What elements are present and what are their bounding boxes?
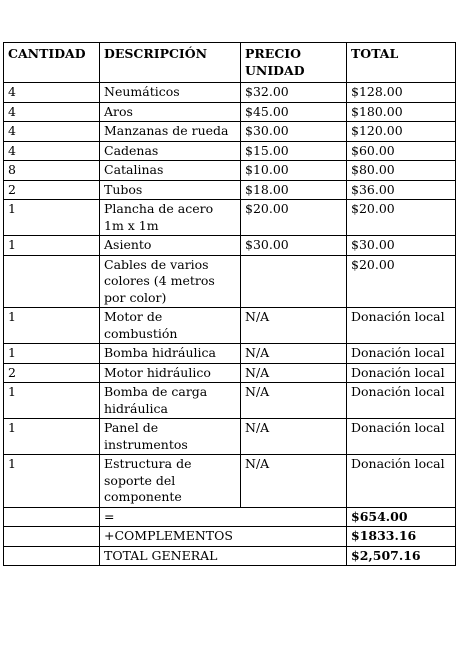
description-cell: Motor de combustión [100,308,241,344]
unit-price-cell: $18.00 [241,180,347,200]
total-cell: $36.00 [347,180,456,200]
description-cell: Bomba hidráulica [100,344,241,364]
header-row [4,43,456,83]
unit-price-cell: $32.00 [241,83,347,103]
total-cell: $60.00 [347,141,456,161]
table-row [4,200,456,236]
table-row [4,344,456,364]
total-cell: $20.00 [347,200,456,236]
unit-price-cell: N/A [241,363,347,383]
unit-price-cell: N/A [241,419,347,455]
total-cell: $80.00 [347,161,456,181]
unit-price-cell: N/A [241,383,347,419]
table-row [4,419,456,455]
total-cell: Donación local [347,308,456,344]
total-cell: $20.00 [347,255,456,308]
description-cell: Bomba de carga hidráulica [100,383,241,419]
table-row [4,308,456,344]
header-cantidad: CANTIDAD [4,43,100,83]
unit-price-cell: N/A [241,455,347,508]
description-cell: Tubos [100,180,241,200]
description-cell: Asiento [100,236,241,256]
qty-cell: 1 [4,455,100,508]
unit-price-cell [241,255,347,308]
table-row [4,122,456,142]
description-cell: Panel de instrumentos [100,419,241,455]
unit-price-cell: $30.00 [241,122,347,142]
qty-cell: 2 [4,363,100,383]
total-cell: $128.00 [347,83,456,103]
unit-price-cell: $45.00 [241,102,347,122]
total-cell: Donación local [347,383,456,419]
table-row [4,455,456,508]
empty-cell [4,507,100,527]
table-row [4,102,456,122]
qty-cell: 8 [4,161,100,181]
subtotal-row [4,507,456,527]
subtotal-value: $654.00 [347,507,456,527]
grand-total-value: $2,507.16 [347,546,456,566]
unit-price-cell: $10.00 [241,161,347,181]
complementos-value: $1833.16 [347,527,456,547]
qty-cell: 1 [4,236,100,256]
table-row [4,141,456,161]
description-cell: Cadenas [100,141,241,161]
description-cell: Neumáticos [100,83,241,103]
budget-table [3,42,456,566]
subtotal-label: = [100,507,347,527]
total-cell: $30.00 [347,236,456,256]
total-cell: Donación local [347,455,456,508]
total-cell: Donación local [347,344,456,364]
total-cell: $120.00 [347,122,456,142]
complementos-row [4,527,456,547]
table-row [4,83,456,103]
description-cell: Aros [100,102,241,122]
qty-cell: 1 [4,344,100,364]
header-total: TOTAL [347,43,456,83]
table-row [4,363,456,383]
total-cell: $180.00 [347,102,456,122]
table-row [4,255,456,308]
unit-price-cell: N/A [241,308,347,344]
table-row [4,383,456,419]
qty-cell: 1 [4,383,100,419]
empty-cell [4,546,100,566]
qty-cell: 4 [4,122,100,142]
table-row [4,236,456,256]
qty-cell: 2 [4,180,100,200]
qty-cell [4,255,100,308]
unit-price-cell: N/A [241,344,347,364]
unit-price-cell: $15.00 [241,141,347,161]
qty-cell: 4 [4,83,100,103]
total-cell: Donación local [347,419,456,455]
qty-cell: 1 [4,200,100,236]
unit-price-cell: $30.00 [241,236,347,256]
grand-total-label: TOTAL GENERAL [100,546,347,566]
header-precio-unidad: PRECIO UNIDAD [241,43,347,83]
description-cell: Catalinas [100,161,241,181]
description-cell: Estructura de soporte del componente [100,455,241,508]
table-row [4,161,456,181]
qty-cell: 1 [4,308,100,344]
description-cell: Plancha de acero 1m x 1m [100,200,241,236]
grand-total-row [4,546,456,566]
qty-cell: 4 [4,102,100,122]
qty-cell: 4 [4,141,100,161]
qty-cell: 1 [4,419,100,455]
table-row [4,180,456,200]
empty-cell [4,527,100,547]
description-cell: Motor hidráulico [100,363,241,383]
unit-price-cell: $20.00 [241,200,347,236]
complementos-label: +COMPLEMENTOS [100,527,347,547]
header-descripcion: DESCRIPCIÓN [100,43,241,83]
description-cell: Manzanas de rueda [100,122,241,142]
total-cell: Donación local [347,363,456,383]
description-cell: Cables de varios colores (4 metros por color) [100,255,241,308]
